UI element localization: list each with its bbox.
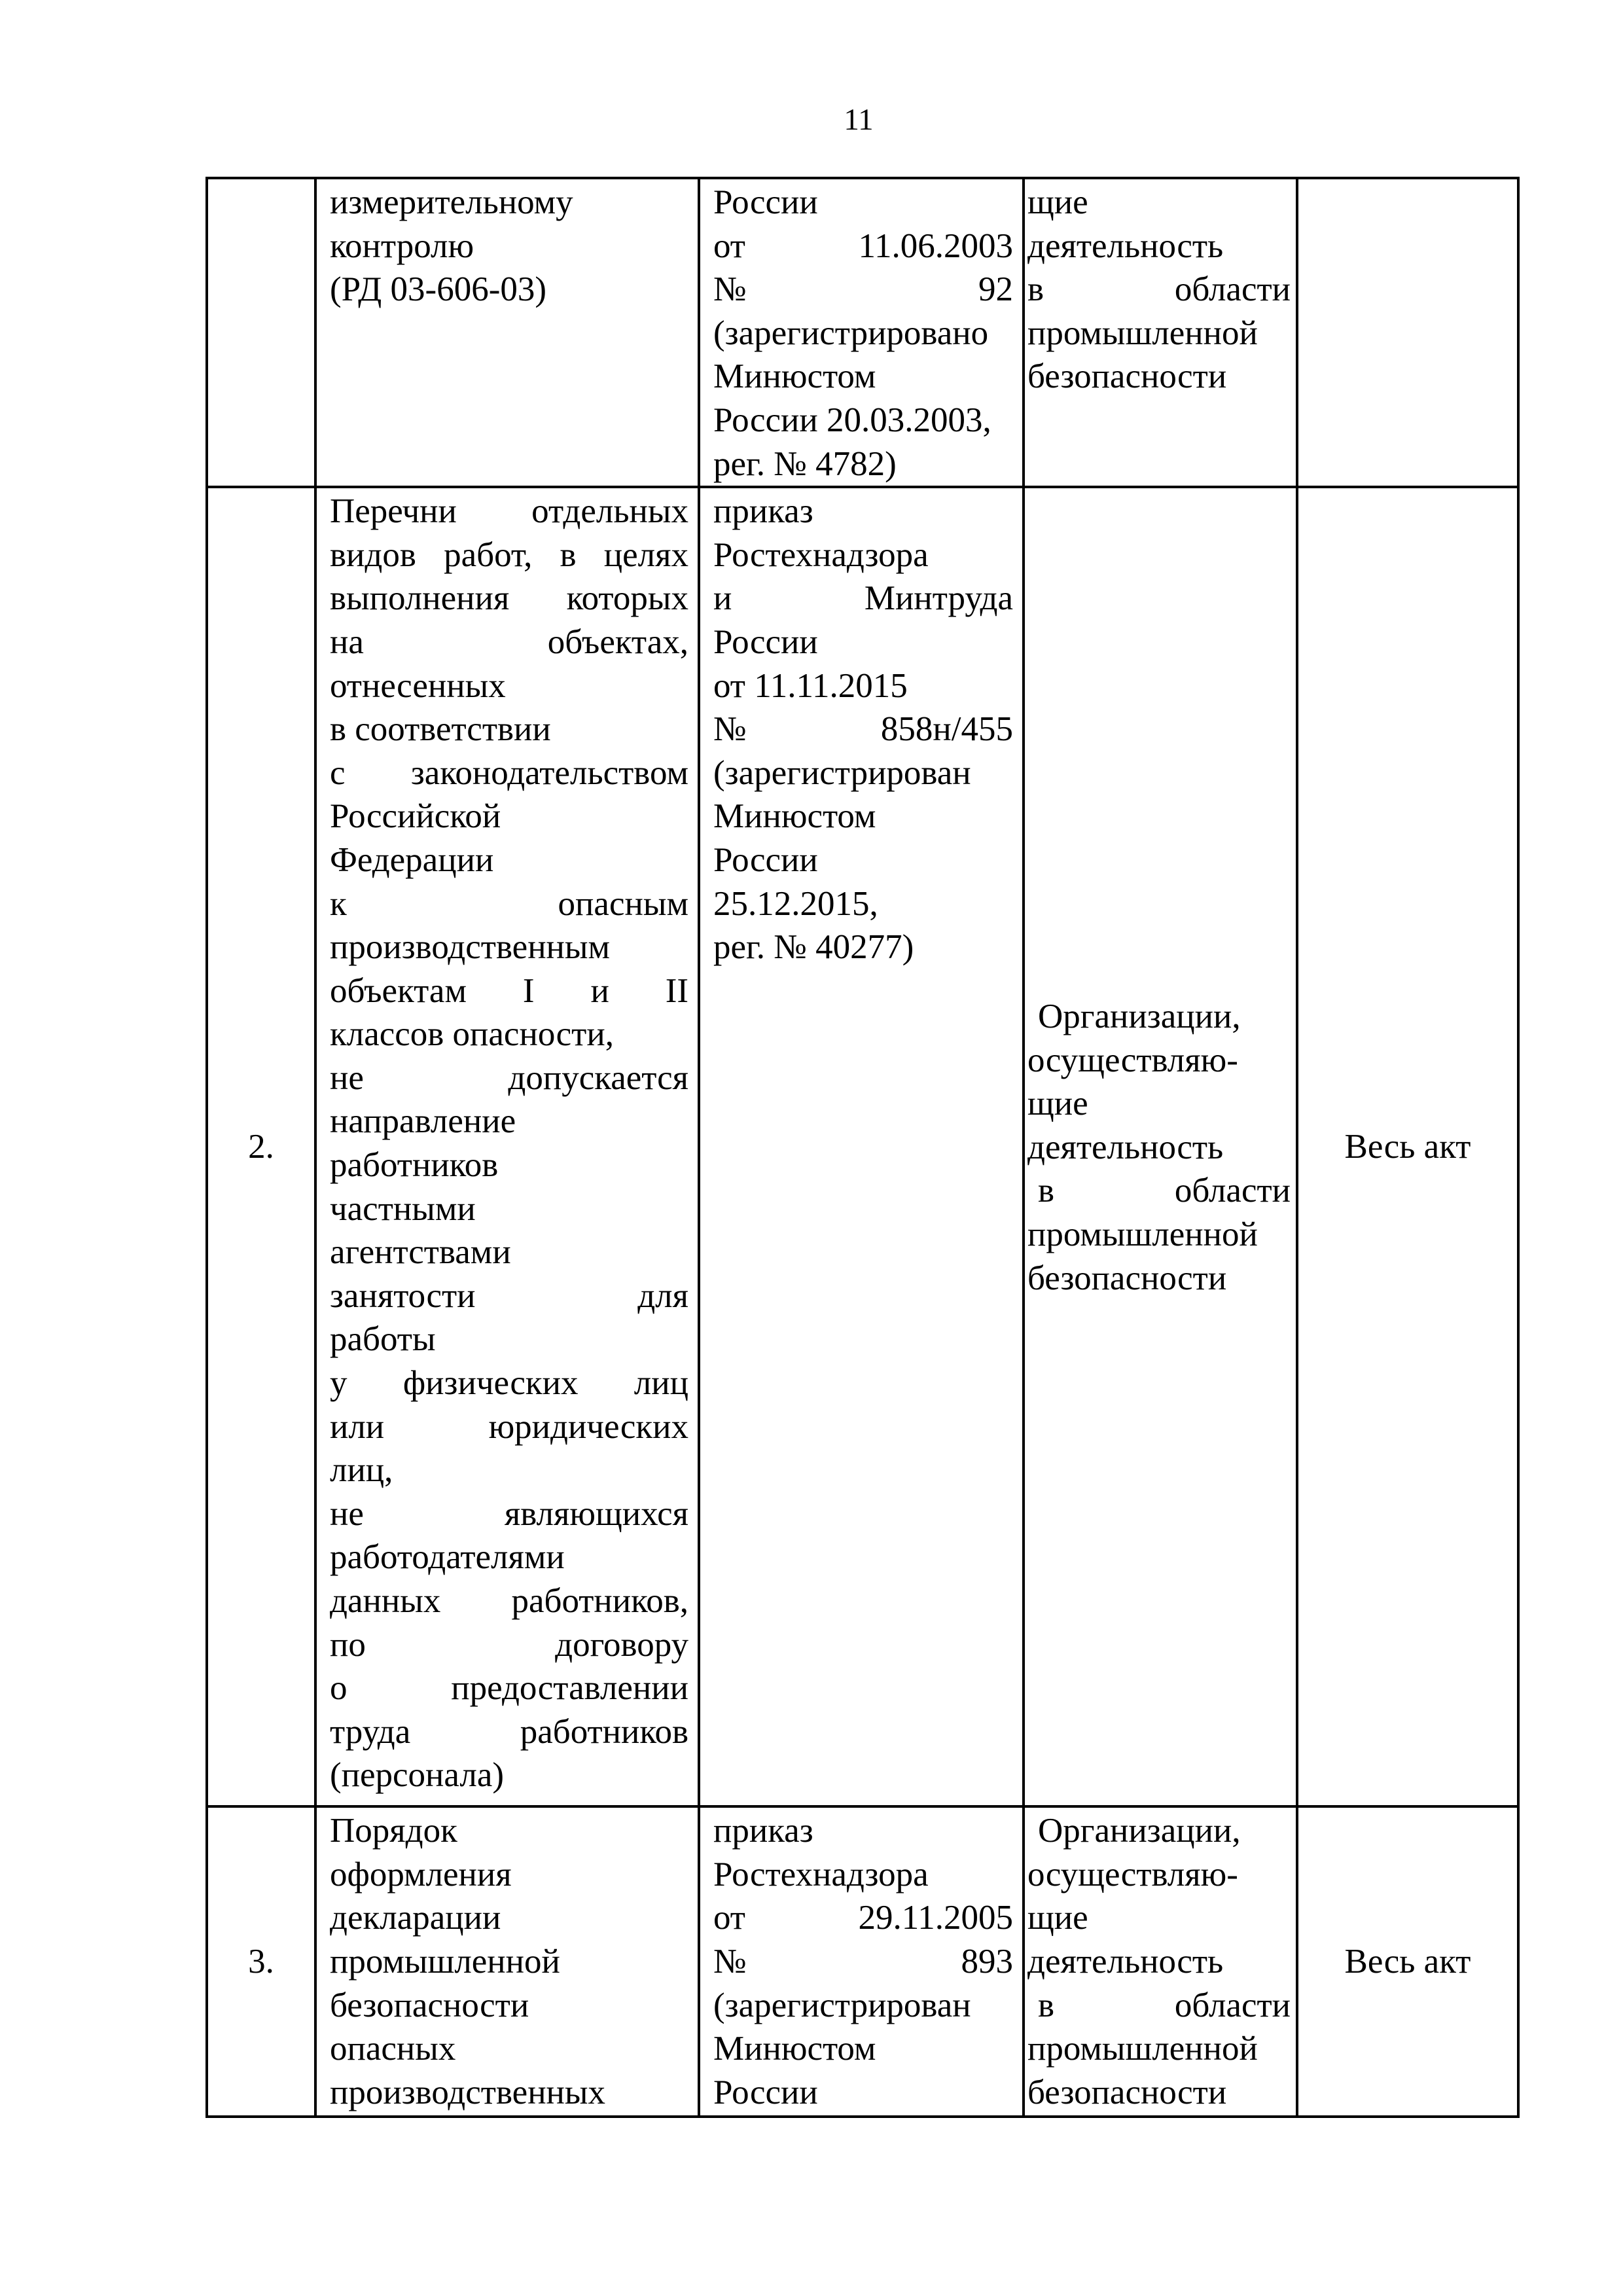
text-line: декларации (330, 1899, 501, 1937)
act-title-cell (315, 487, 699, 1806)
text-line: на объектах, (330, 622, 688, 661)
act-document (713, 181, 1013, 486)
text-line: выполнения которых (330, 579, 688, 618)
text-line: лиц, (330, 1451, 393, 1490)
text-line: частными (330, 1189, 476, 1228)
text-line: щие (1027, 183, 1088, 221)
act-document (713, 1809, 1013, 2114)
regulations-table (205, 177, 1520, 2118)
text-line: не являющихся (330, 1494, 688, 1533)
text-line: в области (1038, 1986, 1291, 2024)
act-document-cell (699, 487, 1024, 1806)
text-line: 25.12.2015, (713, 884, 878, 923)
scope-note-cell (1297, 487, 1518, 1806)
table-row (207, 1806, 1518, 2117)
text-line: труда работников (330, 1712, 688, 1751)
text-line: безопасности (1027, 1259, 1227, 1297)
text-line: о предоставлении (330, 1669, 688, 1708)
text-line: рег. № 40277) (713, 928, 914, 967)
text-line: измерительному (330, 183, 573, 221)
text-line: опасных (330, 2030, 456, 2068)
organizations-text (1027, 181, 1291, 399)
text-line: (зарегистрирован (713, 753, 971, 792)
scope-note-cell (1297, 178, 1518, 487)
text-line: (персонала) (330, 1756, 505, 1795)
text-line: по договору (330, 1625, 688, 1664)
text-line: к опасным (330, 884, 688, 923)
text-line: Организации, (1038, 997, 1241, 1036)
text-line: Порядок (330, 1812, 457, 1850)
text-line: в области (1038, 1172, 1291, 1210)
text-line: агентствами (330, 1233, 511, 1272)
text-line: производственных (330, 2073, 606, 2111)
row-number: 3. (248, 1942, 274, 1981)
text-line: осуществляю- (1027, 1041, 1238, 1079)
text-line: России (713, 2073, 818, 2111)
row-number: 2. (248, 1127, 274, 1166)
row-number-cell (207, 487, 315, 1806)
text-line: щие (1027, 1085, 1088, 1123)
text-line: от 11.06.2003 (713, 226, 1013, 265)
text-line: безопасности (330, 1986, 529, 2024)
organizations-cell (1024, 178, 1297, 487)
text-line: работодателями (330, 1538, 565, 1577)
text-line: приказ (713, 1812, 813, 1850)
text-line: Ростехнадзора (713, 535, 929, 574)
text-line: не допускается (330, 1058, 688, 1097)
text-line: промышленной (1027, 314, 1258, 352)
text-line: Минюстом (713, 357, 876, 396)
text-line: деятельность (1027, 1942, 1224, 1981)
text-line: (зарегистрировано (713, 314, 989, 352)
text-line: направление (330, 1102, 516, 1141)
act-title-cell (315, 1806, 699, 2117)
text-line: или юридических (330, 1407, 688, 1446)
act-document (713, 490, 1013, 969)
row-number-cell (207, 1806, 315, 2117)
text-line: Перечни отдельных (330, 492, 688, 531)
text-line: производственным (330, 928, 611, 967)
text-line: контролю (330, 226, 474, 265)
act-title (330, 181, 688, 312)
organizations-cell (1024, 1806, 1297, 2117)
text-line: щие (1027, 1899, 1088, 1937)
text-line: с законодательством (330, 753, 688, 792)
text-line: приказ (713, 492, 813, 531)
organizations-text (1027, 1809, 1291, 2114)
scope-note-cell (1297, 1806, 1518, 2117)
act-title (330, 490, 688, 1797)
text-line: Минюстом (713, 797, 876, 836)
text-line: Ростехнадзора (713, 1855, 929, 1893)
table-row (207, 178, 1518, 487)
text-line: № 92 (713, 270, 1013, 309)
text-line: безопасности (1027, 357, 1227, 396)
text-line: в области (1027, 270, 1291, 309)
row-number-cell (207, 178, 315, 487)
text-line: рег. № 4782) (713, 444, 897, 483)
text-line: России 20.03.2003, (713, 401, 991, 439)
text-line: России (713, 622, 818, 661)
text-line: промышленной (1027, 2030, 1258, 2068)
text-line: осуществляю- (1027, 1855, 1238, 1893)
act-title (330, 1809, 688, 2114)
text-line: Федерации (330, 840, 494, 879)
organizations-text (1027, 995, 1291, 1300)
text-line: (РД 03-606-03) (330, 270, 546, 309)
act-title-cell (315, 178, 699, 487)
text-line: данных работников, (330, 1582, 688, 1620)
text-line: Российской (330, 797, 501, 836)
text-line: (зарегистрирован (713, 1986, 971, 2024)
act-document-cell (699, 178, 1024, 487)
text-line: в соответствии (330, 710, 551, 749)
text-line: объектам I и II (330, 971, 688, 1010)
text-line: безопасности (1027, 2073, 1227, 2111)
text-line: от 11.11.2015 (713, 666, 908, 705)
text-line: оформления (330, 1855, 512, 1893)
text-line: и Минтруда (713, 579, 1013, 618)
text-line: у физических лиц (330, 1364, 688, 1403)
text-line: России (713, 183, 818, 221)
text-line: промышленной (330, 1942, 560, 1981)
organizations-cell (1024, 487, 1297, 1806)
text-line: Организации, (1038, 1812, 1241, 1850)
table-row (207, 487, 1518, 1806)
act-document-cell (699, 1806, 1024, 2117)
text-line: Минюстом (713, 2030, 876, 2068)
text-line: занятости для (330, 1276, 688, 1315)
page-number: 11 (844, 103, 874, 137)
text-line: классов опасности, (330, 1015, 614, 1054)
text-line: отнесенных (330, 666, 506, 705)
scope-note: Весь акт (1344, 1127, 1471, 1166)
text-line: работы (330, 1320, 436, 1359)
text-line: России (713, 840, 818, 879)
text-line: № 858н/455 (713, 710, 1013, 749)
text-line: № 893 (713, 1942, 1013, 1981)
text-line: работников (330, 1146, 499, 1185)
text-line: промышленной (1027, 1215, 1258, 1254)
text-line: деятельность (1027, 226, 1224, 265)
text-line: от 29.11.2005 (713, 1899, 1013, 1937)
text-line: деятельность (1027, 1128, 1224, 1166)
scope-note: Весь акт (1344, 1942, 1471, 1981)
text-line: видов работ, в целях (330, 535, 688, 574)
